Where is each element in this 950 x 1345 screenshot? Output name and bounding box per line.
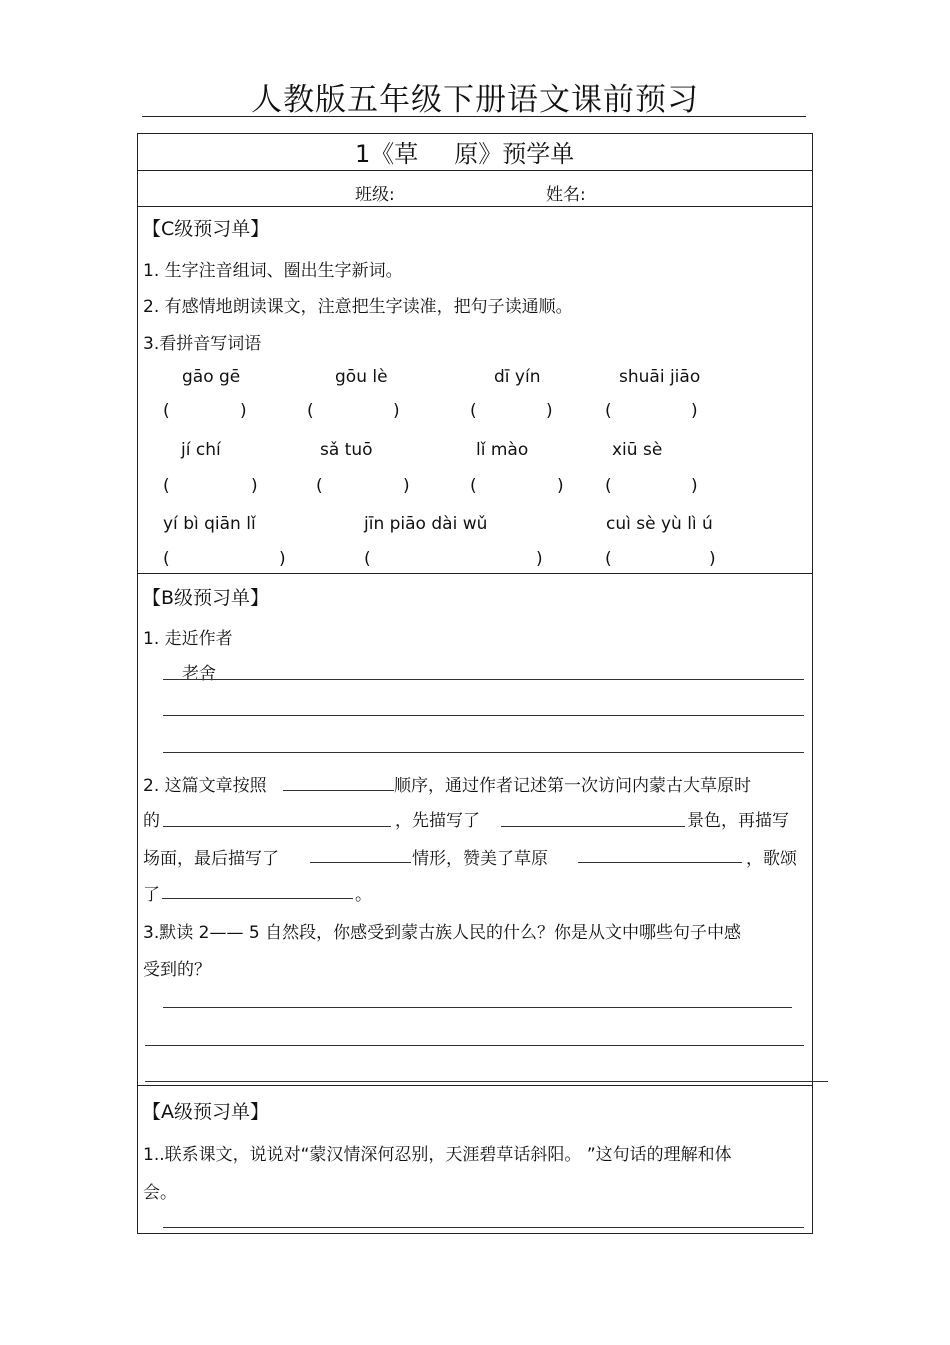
pinyin-prompt: shuāi jiāo [619, 367, 701, 387]
c-level-heading: 【C级预习单】 [142, 218, 270, 240]
pinyin-prompt: gōu lè [335, 367, 388, 387]
pinyin-prompt: dī yín [494, 367, 541, 387]
lesson-name-close: 原》预学单 [454, 140, 575, 168]
answer-paren-open: ( [470, 476, 477, 496]
divider [137, 573, 813, 574]
answer-line[interactable] [145, 1081, 828, 1082]
pinyin-prompt: jīn piāo dài wǔ [364, 514, 488, 534]
b-q2-text: 2. 这篇文章按照 [143, 776, 267, 796]
answer-paren-close: ) [536, 549, 543, 569]
answer-paren-close: ) [691, 401, 698, 421]
answer-paren-close: ) [691, 476, 698, 496]
answer-line[interactable] [163, 679, 804, 680]
answer-paren-open: ( [316, 476, 323, 496]
a-q1-text: 会。 [143, 1183, 177, 1203]
c-item-3: 3.看拼音写词语 [143, 334, 262, 354]
pinyin-prompt: sǎ tuō [320, 440, 373, 460]
b-item-1: 1. 走近作者 [143, 629, 233, 649]
b-q3-text: 3.默读 2—— 5 自然段，你感受到蒙古族人民的什么？你是从文中哪些句子中感 [143, 923, 742, 943]
title-underline [142, 116, 806, 117]
divider [137, 1085, 813, 1086]
pinyin-prompt: cuì sè yù lì ú [606, 514, 713, 534]
pinyin-prompt: yí bì qiān lǐ [163, 514, 256, 534]
pinyin-prompt: lǐ mào [476, 440, 529, 460]
pinyin-prompt: xiū sè [612, 440, 663, 460]
answer-paren-close: ) [251, 476, 258, 496]
answer-paren-open: ( [605, 476, 612, 496]
c-item-1: 1. 生字注音组词、圈出生字新词。 [143, 261, 403, 281]
answer-paren-close: ) [279, 549, 286, 569]
answer-paren-open: ( [307, 401, 314, 421]
fill-blank[interactable] [163, 826, 391, 827]
answer-paren-close: ) [557, 476, 564, 496]
sheet-title [355, 134, 574, 169]
name-label: 姓名: [546, 185, 586, 205]
b-q2-text: ，先描写了 [395, 811, 480, 831]
pinyin-prompt: jí chí [181, 440, 221, 460]
a-level-heading: 【A级预习单】 [142, 1101, 269, 1123]
answer-line[interactable] [145, 1045, 804, 1046]
fill-blank[interactable] [283, 790, 394, 791]
answer-paren-close: ) [393, 401, 400, 421]
answer-paren-close: ) [709, 549, 716, 569]
b-q2-text: 顺序，通过作者记述第一次访问内蒙古大草原时 [394, 776, 751, 796]
answer-line[interactable] [163, 1007, 792, 1008]
c-item-2: 2. 有感情地朗读课文，注意把生字读准，把句子读通顺。 [143, 297, 573, 317]
answer-paren-open: ( [605, 401, 612, 421]
b-level-heading: 【B级预习单】 [142, 587, 270, 609]
b-q2-text: 景色，再描写 [687, 811, 789, 831]
b-q2-text: 了 [143, 885, 160, 905]
class-label: 班级: [355, 185, 395, 205]
fill-blank[interactable] [578, 862, 742, 863]
a-q1-text: 1..联系课文，说说对“蒙汉情深何忍别，天涯碧草话斜阳。 ”这句话的理解和体 [143, 1145, 732, 1165]
answer-line[interactable] [163, 752, 804, 753]
fill-blank[interactable] [162, 898, 353, 899]
lesson-name-open: 《草 [370, 140, 419, 168]
b-q2-text: 的 [143, 811, 160, 831]
answer-paren-close: ) [240, 401, 247, 421]
answer-line[interactable] [163, 715, 804, 716]
answer-paren-open: ( [163, 549, 170, 569]
answer-paren-open: ( [605, 549, 612, 569]
answer-line[interactable] [163, 1227, 804, 1228]
lesson-number: 1 [355, 140, 371, 168]
divider [137, 206, 813, 207]
b-q2-text: 情形，赞美了草原 [412, 849, 548, 869]
author-answer: 老舍 [182, 664, 216, 684]
b-q2-text: 。 [355, 885, 372, 905]
answer-paren-open: ( [470, 401, 477, 421]
answer-paren-open: ( [163, 401, 170, 421]
answer-paren-close: ) [546, 401, 553, 421]
divider [137, 170, 813, 171]
pinyin-prompt: gāo gē [182, 367, 241, 387]
b-q2-text: 场面，最后描写了 [143, 849, 279, 869]
fill-blank[interactable] [501, 826, 685, 827]
fill-blank[interactable] [310, 862, 411, 863]
b-q3-text: 受到的？ [143, 960, 211, 980]
answer-paren-open: ( [163, 476, 170, 496]
answer-paren-open: ( [364, 549, 371, 569]
answer-paren-close: ) [403, 476, 410, 496]
b-q2-text: ，歌颂 [746, 849, 797, 869]
page-title: 人教版五年级下册语文课前预习 [251, 82, 699, 118]
